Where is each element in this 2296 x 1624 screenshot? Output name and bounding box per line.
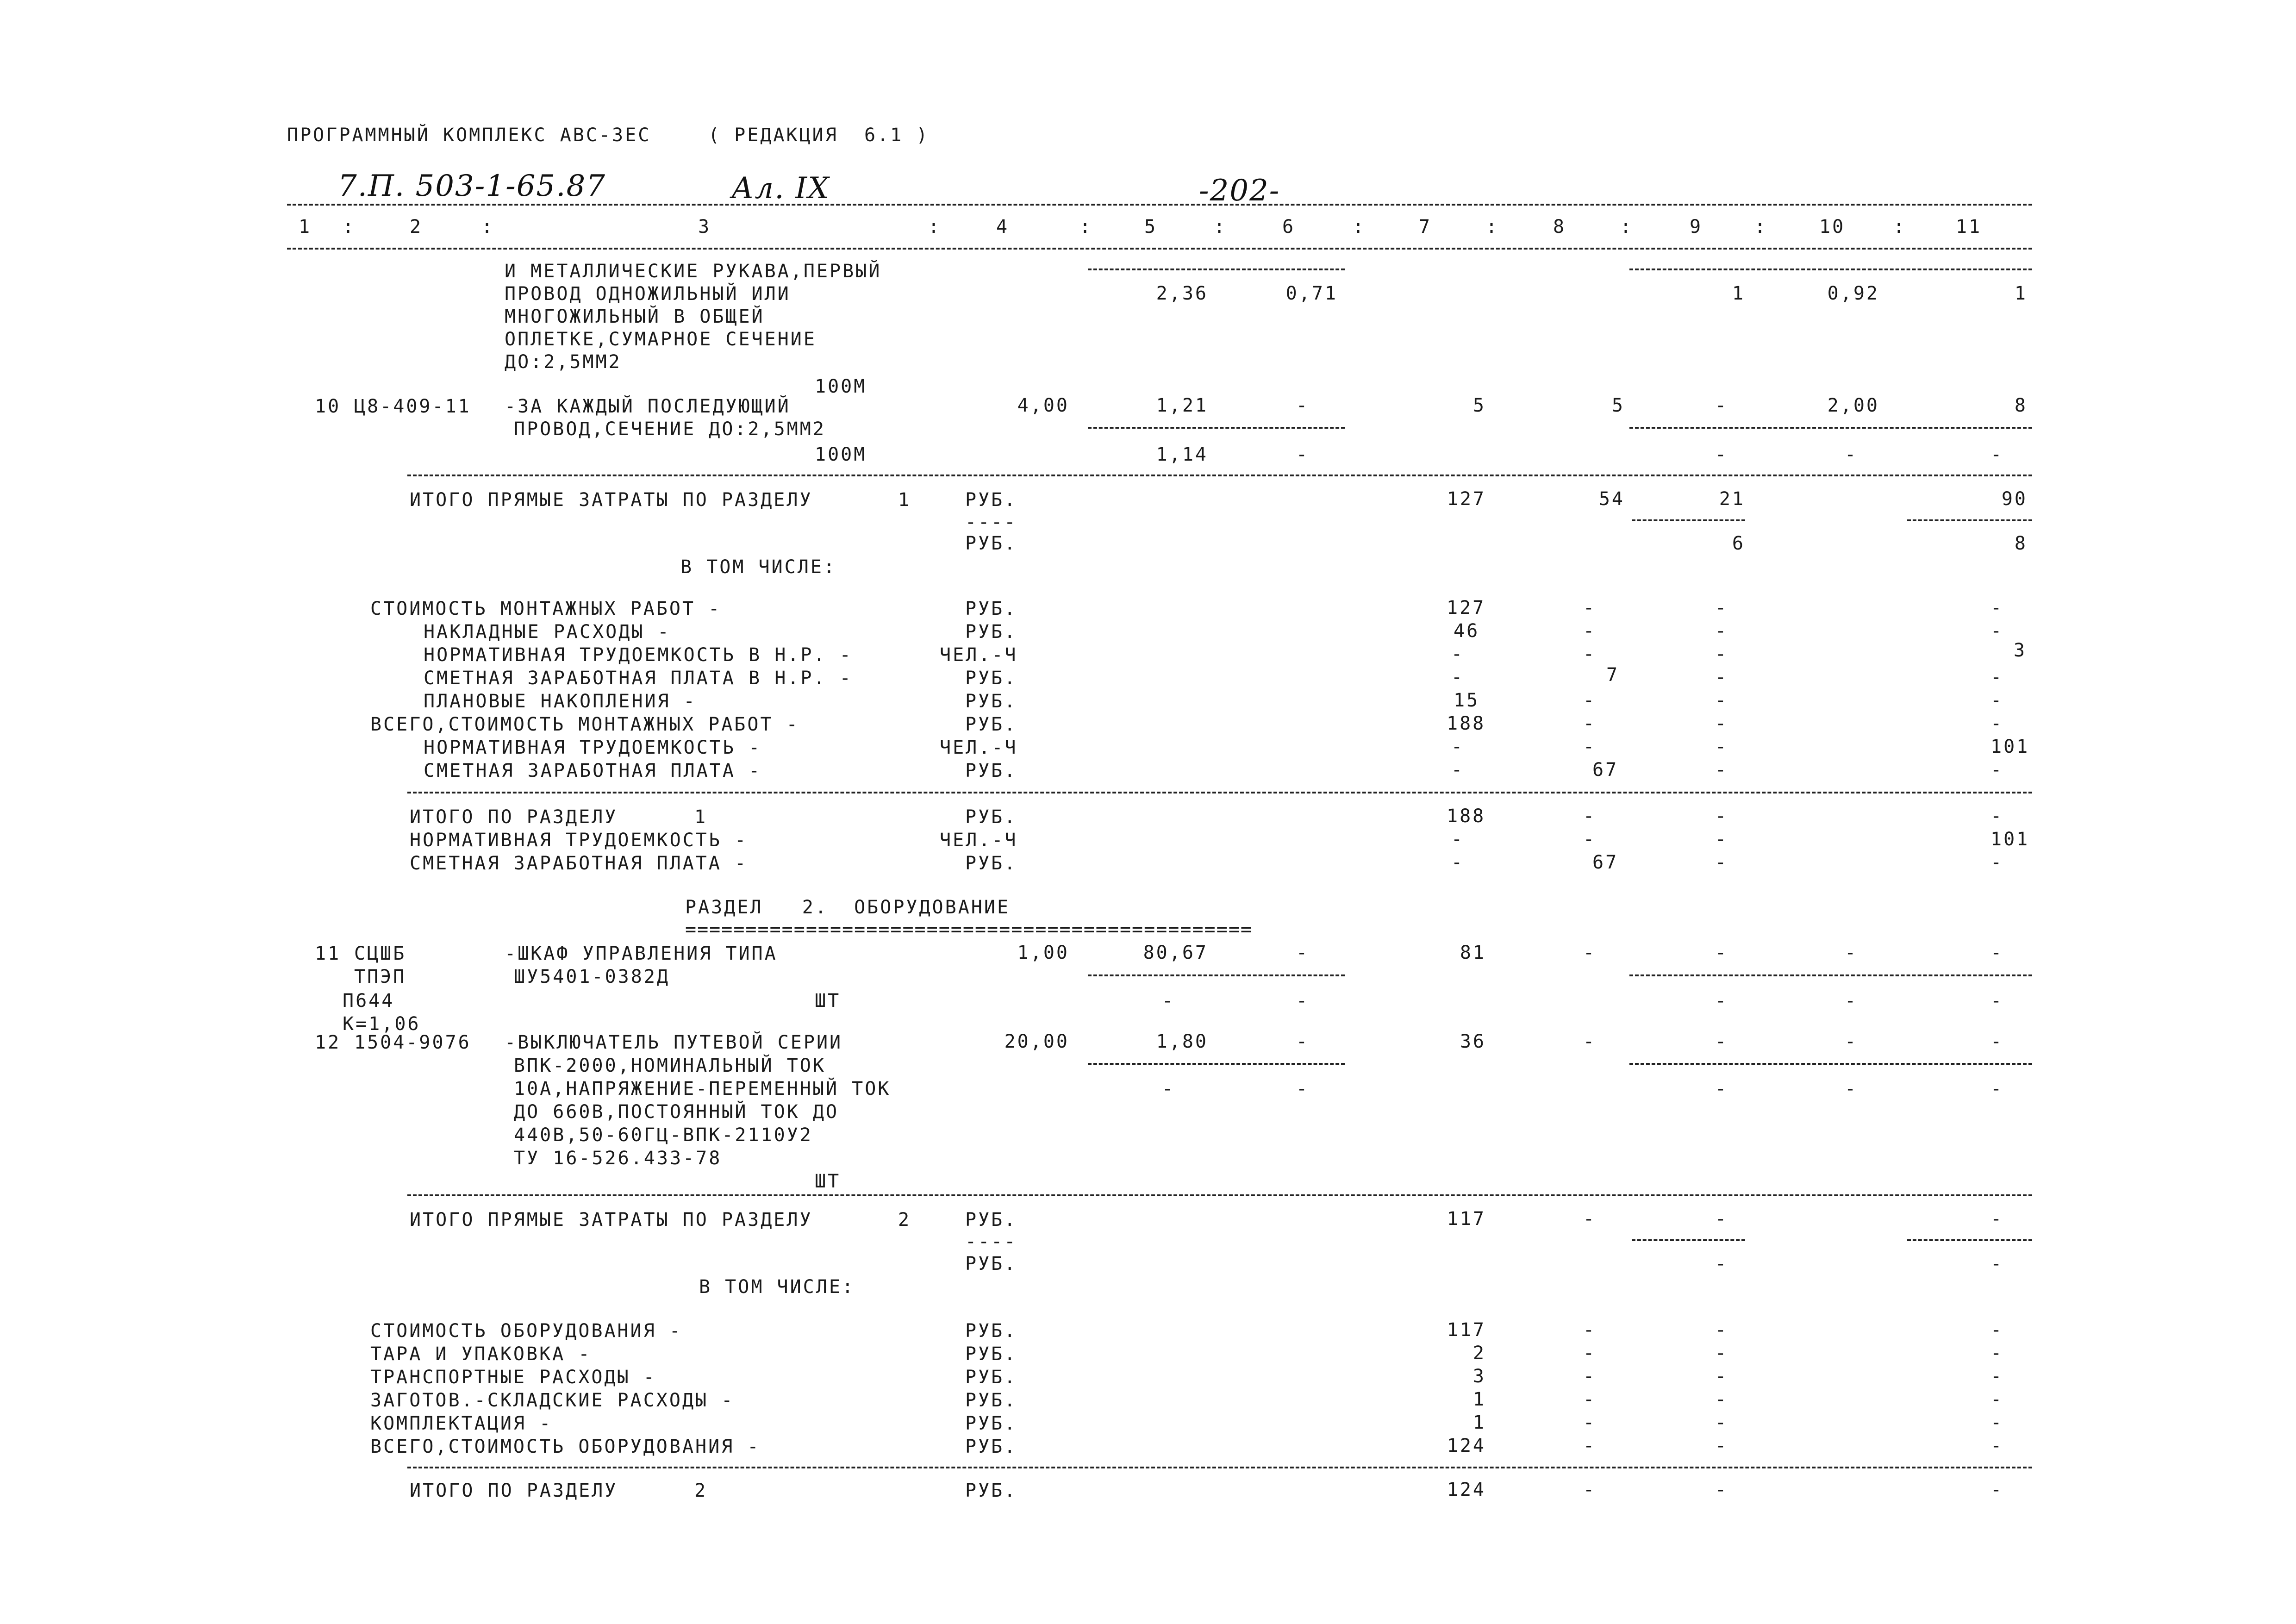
list-item: НАКЛАДНЫЕ РАСХОДЫ - <box>424 621 671 643</box>
list-item: ПЛАНОВЫЕ НАКОПЛЕНИЯ - <box>424 691 697 712</box>
rule <box>287 248 2032 250</box>
rule <box>407 1194 2032 1196</box>
doc-code: 7.П. 503-1-65.87 <box>338 169 606 203</box>
list-item: СМЕТНАЯ ЗАРАБОТНАЯ ПЛАТА В Н.Р. - <box>424 668 853 689</box>
list-item: НОРМАТИВНАЯ ТРУДОЕМКОСТЬ - <box>424 737 762 758</box>
col-4: 4 <box>996 216 1010 237</box>
edition-label: ( РЕДАКЦИЯ 6.1 ) <box>708 125 930 146</box>
col-9: 9 <box>1690 216 1703 237</box>
col-5: 5 <box>1144 216 1158 237</box>
section-title: РАЗДЕЛ 2. ОБОРУДОВАНИЕ <box>685 897 1011 918</box>
list-item: КОМПЛЕКТАЦИЯ - <box>370 1413 553 1434</box>
col-2: 2 <box>410 216 423 237</box>
rule <box>407 475 2032 476</box>
album-number: Ал. IX <box>731 171 830 206</box>
list-item: ЗАГОТОВ.-СКЛАДСКИЕ РАСХОДЫ - <box>370 1390 735 1411</box>
col-6: 6 <box>1282 216 1296 237</box>
page-number: -202- <box>1199 174 1280 208</box>
col-1: 1 <box>299 216 312 237</box>
col-7: 7 <box>1419 216 1432 237</box>
rule <box>407 1467 2032 1468</box>
list-item: СТОИМОСТЬ МОНТАЖНЫХ РАБОТ - <box>370 598 722 619</box>
section-underline: =============================================== <box>685 919 1253 940</box>
rule <box>287 204 2032 206</box>
list-item: ВСЕГО,СТОИМОСТЬ ОБОРУДОВАНИЯ - <box>370 1436 761 1457</box>
list-item: ТАРА И УПАКОВКА - <box>370 1343 592 1365</box>
list-item: ВСЕГО,СТОИМОСТЬ МОНТАЖНЫХ РАБОТ - <box>370 714 799 735</box>
program-title: ПРОГРАММНЫЙ КОМПЛЕКС АВС-3ЕС <box>287 125 651 146</box>
list-item: СМЕТНАЯ ЗАРАБОТНАЯ ПЛАТА - <box>424 760 762 781</box>
col-10: 10 <box>1819 216 1846 237</box>
col-11: 11 <box>1956 216 1982 237</box>
list-item: СТОИМОСТЬ ОБОРУДОВАНИЯ - <box>370 1320 682 1342</box>
list-item: НОРМАТИВНАЯ ТРУДОЕМКОСТЬ В Н.Р. - <box>424 644 853 666</box>
rule <box>407 792 2032 793</box>
col-8: 8 <box>1553 216 1566 237</box>
list-item: ТРАНСПОРТНЫЕ РАСХОДЫ - <box>370 1367 656 1388</box>
col-3: 3 <box>698 216 711 237</box>
